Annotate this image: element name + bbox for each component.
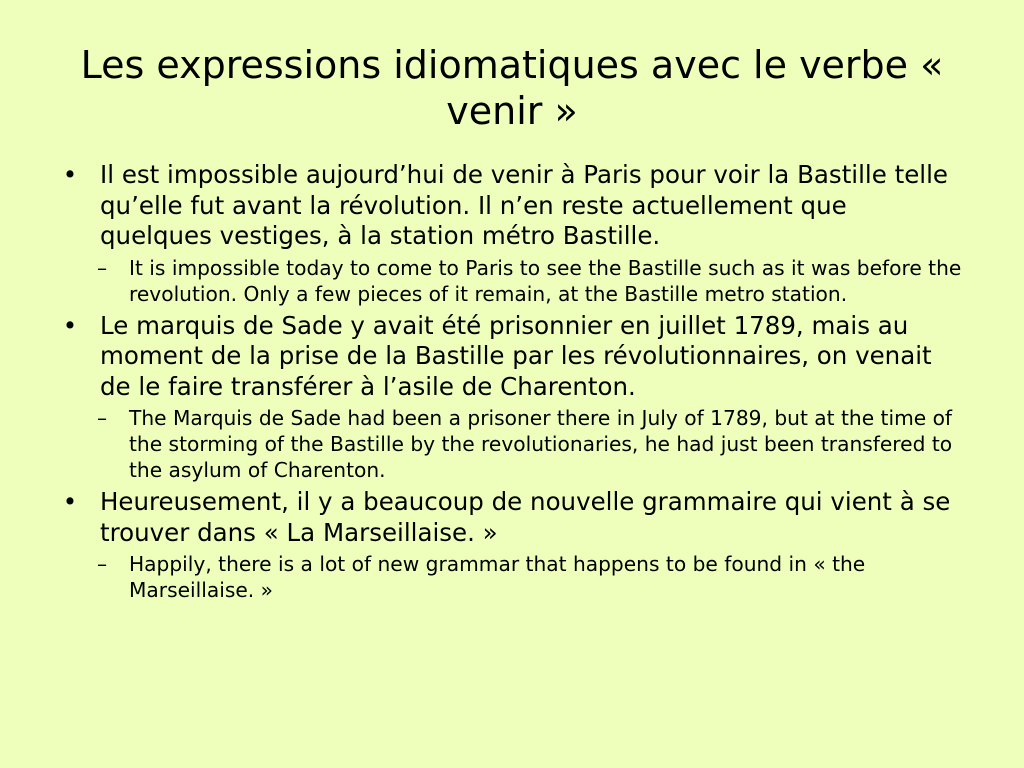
bullet-text-french: Il est impossible aujourd’hui de venir à Paris pour voir la Bastille telle qu’elle fut avant la révolution. Il n’en reste actuellement que quelques vestiges, à la station métro Bastille. — [100, 160, 948, 250]
bullet-text-french: Heureusement, il y a beaucoup de nouvelle grammaire qui vient à se trouver dans « La Marseillaise. » — [100, 487, 951, 547]
sub-bullet-text-english: The Marquis de Sade had been a prisoner there in July of 1789, but at the time of the storming of the Bastille by the revolutionaries, he had just been transfered to the asylum of Charenton. — [129, 406, 953, 482]
sub-bullet-item — [84, 551, 963, 603]
sub-list — [96, 255, 963, 307]
sub-list — [96, 551, 963, 603]
sub-bullet-text-english: Happily, there is a lot of new grammar that happens to be found in « the Marseillaise. » — [129, 552, 866, 602]
bullet-marker: • — [62, 160, 78, 189]
bullet-text-french: Le marquis de Sade y avait été prisonnier en juillet 1789, mais au moment de la prise de la Bastille par les révolutionnaires, on venait de le faire transférer à l’asile de Charenton. — [100, 310, 932, 401]
bullet-item — [58, 311, 963, 484]
sub-bullet-marker: – — [96, 406, 108, 430]
sub-bullet-marker: – — [96, 255, 108, 280]
sub-list — [96, 405, 963, 483]
sub-bullet-marker: – — [96, 552, 108, 576]
slide-body — [58, 160, 963, 607]
bullet-item — [58, 487, 963, 603]
bullet-marker: • — [62, 487, 78, 516]
bullet-marker: • — [62, 310, 78, 340]
bullet-item — [58, 160, 963, 307]
sub-bullet-text-english: It is impossible today to come to Paris to see the Bastille such as it was before the revolution. Only a few pieces of it remain, at the Bastille metro station. — [129, 255, 962, 306]
sub-bullet-item — [84, 405, 963, 483]
slide-title: Les expressions idiomatiques avec le verbe « venir » — [80, 43, 944, 133]
sub-bullet-item — [84, 255, 963, 307]
